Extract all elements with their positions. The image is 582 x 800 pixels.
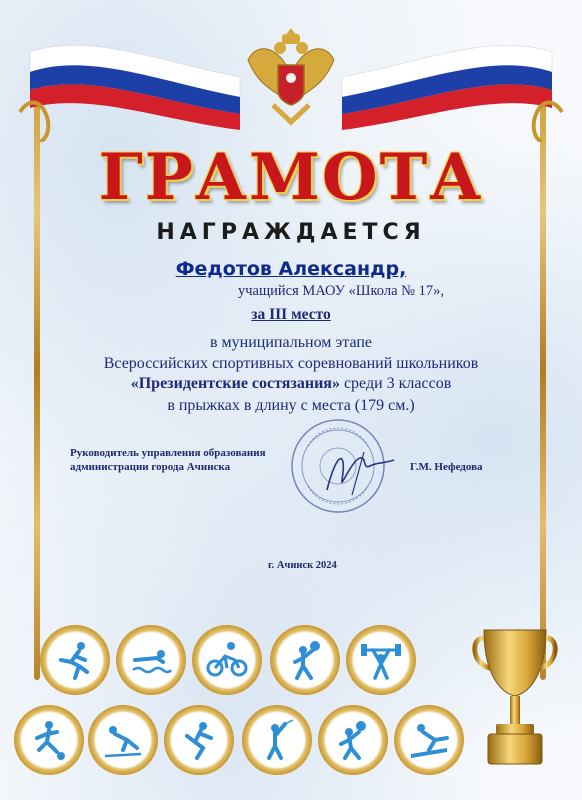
running-icon bbox=[40, 625, 110, 695]
football-icon bbox=[14, 705, 84, 775]
swimming-icon bbox=[116, 625, 186, 695]
handwritten-signature-icon bbox=[322, 440, 402, 500]
event-line-2: Всероссийских спортивных соревнований школьников bbox=[103, 355, 479, 372]
volleyball-icon bbox=[318, 705, 388, 775]
award-place: за III место bbox=[251, 306, 331, 323]
recipient-school: учащийся МАОУ «Школа № 17», bbox=[238, 283, 444, 299]
skiing-icon bbox=[88, 705, 158, 775]
event-line-1: в муниципальном этапе bbox=[209, 334, 372, 351]
signatory-name: Г.М. Нефедова bbox=[410, 461, 483, 473]
certificate-subtitle: НАГРАЖДАЕТСЯ bbox=[156, 220, 426, 245]
signatory-position bbox=[70, 446, 266, 474]
rowing-icon bbox=[394, 705, 464, 775]
event-line-3-rest: среди 3 классов bbox=[339, 375, 452, 392]
basketball-icon bbox=[270, 625, 340, 695]
coat-of-arms-icon bbox=[238, 20, 344, 130]
city-year: г. Ачинск 2024 bbox=[268, 560, 337, 571]
event-line-4: в прыжках в длину с места (179 см.) bbox=[167, 397, 415, 414]
recipient-name: Федотов Александр, bbox=[175, 258, 407, 280]
event-name: «Президентские состязания» bbox=[130, 375, 340, 392]
gymnastics-icon bbox=[164, 705, 234, 775]
signatory-position-line-2: администрации города Ачинска bbox=[70, 461, 231, 473]
trophy-cup-icon bbox=[470, 620, 560, 780]
fencing-icon bbox=[242, 705, 312, 775]
cycling-icon bbox=[192, 625, 262, 695]
signatory-position-line-1: Руководитель управления образования bbox=[70, 447, 266, 459]
event-line-3 bbox=[0, 375, 582, 393]
weightlifting-icon bbox=[346, 625, 416, 695]
certificate-title: ГРАМОТА bbox=[98, 140, 484, 215]
